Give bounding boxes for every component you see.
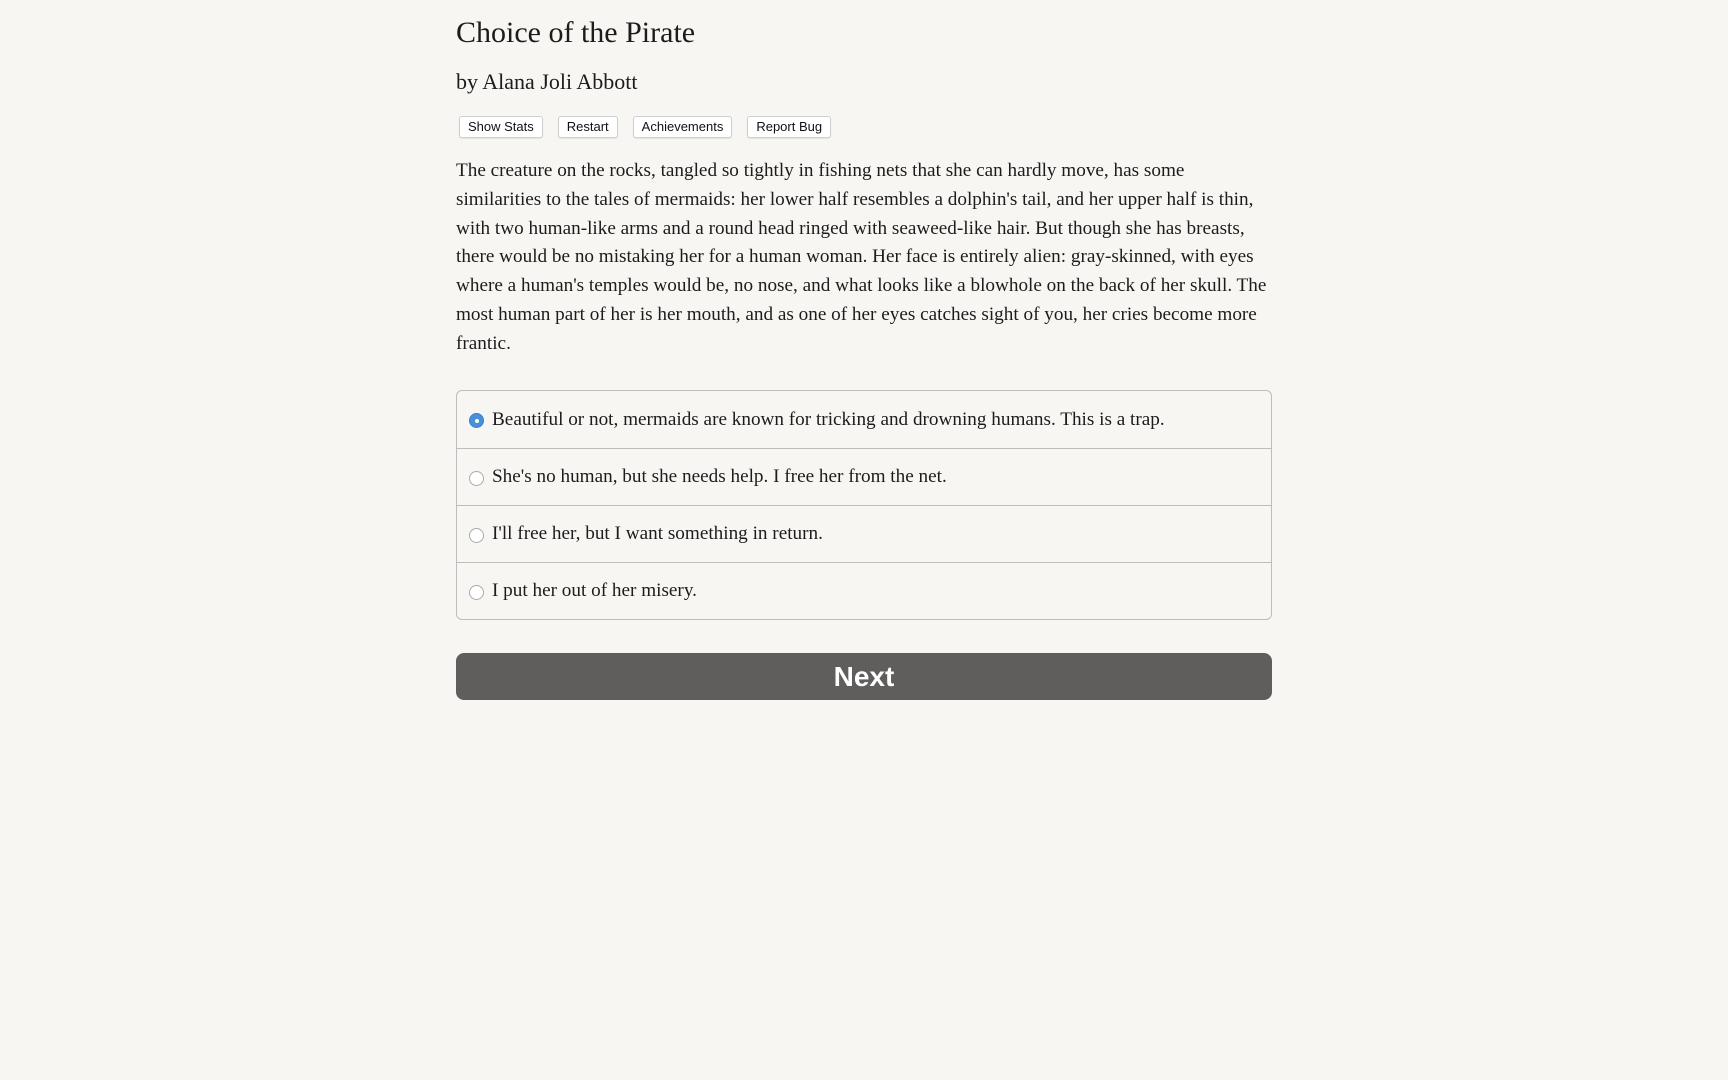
choice-label-1[interactable]: Beautiful or not, mermaids are known for tricking and drowning humans. This is a trap.	[492, 408, 1165, 430]
choice-option-1[interactable]	[457, 391, 1271, 448]
choice-option-4[interactable]	[457, 562, 1271, 619]
choice-list	[456, 390, 1272, 620]
achievements-button[interactable]: Achievements	[633, 116, 733, 138]
restart-button[interactable]: Restart	[558, 116, 618, 138]
choice-label-2[interactable]: She's no human, but she needs help. I free her from the net.	[492, 466, 947, 487]
show-stats-button[interactable]: Show Stats	[459, 116, 543, 138]
choice-option-2[interactable]	[457, 448, 1271, 505]
story-text: The creature on the rocks, tangled so tightly in fishing nets that she can hardly move, has some similarities to the tales of mermaids: her lower half resembles a dolphin's tail, and her upper half is thin, with two human-like arms and a round head ringed with seaweed-like hair. But though she has breasts, there would be no mistaking her for a human woman. Her face is entirely alien: gray-skinned, with eyes where a human's temples would be, no nose, and what looks like a blowhole on the back of her skull. The most human part of her is her mouth, and as one of her eyes catches sight of you, her cries become more frantic.	[456, 160, 1267, 354]
choice-label-3[interactable]: I'll free her, but I want something in return.	[492, 523, 823, 544]
radio-button-1[interactable]	[469, 413, 484, 428]
choice-option-3[interactable]	[457, 505, 1271, 562]
game-title: Choice of the Pirate	[456, 16, 696, 49]
report-bug-button[interactable]: Report Bug	[747, 116, 831, 138]
radio-button-4[interactable]	[469, 585, 484, 600]
next-button[interactable]: Next	[456, 653, 1272, 700]
toolbar	[459, 116, 846, 138]
choice-label-4[interactable]: I put her out of her misery.	[492, 580, 697, 601]
radio-button-2[interactable]	[469, 471, 484, 486]
radio-button-3[interactable]	[469, 528, 484, 543]
game-author: by Alana Joli Abbott	[456, 69, 638, 94]
